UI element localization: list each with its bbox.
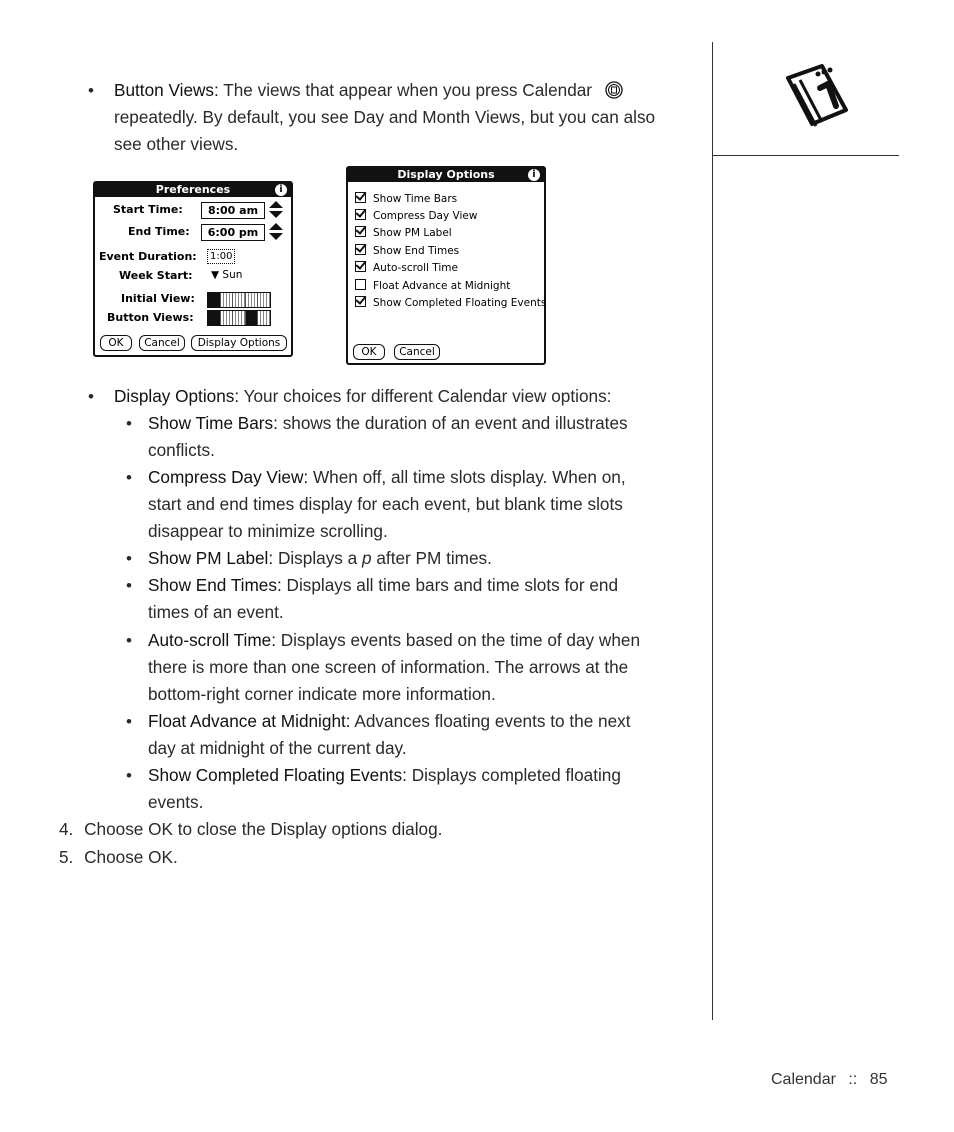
subitem-text: Displays all time bars and time slots for end [286, 575, 619, 595]
option-label: Show Time Bars [373, 193, 458, 205]
subitem-italic: p [362, 548, 372, 568]
subitem-text: Advances floating events to the next [354, 711, 631, 731]
checkbox-checked[interactable] [355, 192, 366, 203]
start-time-label: Start Time: [113, 203, 183, 216]
subitem-term: Show Time Bars: [148, 413, 278, 433]
end-time-field[interactable]: 6:00 pm [201, 224, 265, 241]
bullet-dot: • [126, 766, 132, 785]
option-float-advance[interactable] [355, 279, 510, 293]
subitem-show-pm-label [148, 545, 708, 572]
subitem-term: Show Completed Floating Events: [148, 765, 407, 785]
bullet-dot: • [88, 387, 94, 406]
subitem-text: disappear to minimize scrolling. [148, 521, 388, 541]
button-views-selector[interactable] [207, 310, 271, 326]
preferences-title: Preferences [155, 183, 231, 196]
subitem-text: events. [148, 792, 204, 812]
subitem-term: Auto-scroll Time: [148, 630, 276, 650]
option-label: Float Advance at Midnight [373, 280, 511, 292]
calendar-chapter-icon [782, 58, 852, 128]
calendar-button-icon [605, 81, 623, 99]
subitem-text: shows the duration of an event and illustrates [282, 413, 628, 433]
subitem-term: Show End Times: [148, 575, 282, 595]
subitem-text: there is more than one screen of information. The arrows at the [148, 657, 629, 677]
subitem-text: start and end times display for each event, but blank time slots [148, 494, 623, 514]
page-number: 85 [869, 1071, 888, 1088]
cancel-button[interactable]: Cancel [394, 344, 440, 360]
margin-rule [712, 42, 713, 1020]
option-label: Auto-scroll Time [373, 262, 458, 274]
checkbox-unchecked[interactable] [355, 279, 366, 290]
bullet-dot: • [126, 576, 132, 595]
step-number: 5. [59, 847, 74, 867]
start-time-stepper-icon[interactable] [269, 201, 283, 219]
button-views-term: Button Views: [114, 80, 219, 100]
subitem-show-end-times [148, 572, 708, 626]
checkbox-checked[interactable] [355, 296, 366, 307]
bullet-dot: • [126, 414, 132, 433]
end-time-label: End Time: [128, 225, 190, 238]
info-icon[interactable]: i [528, 169, 540, 181]
subitem-show-time-bars [148, 410, 708, 464]
option-compress-day-view[interactable] [355, 209, 477, 223]
week-start-value: Sun [222, 269, 243, 281]
subitem-text: day at midnight of the current day. [148, 738, 407, 758]
option-show-pm-label[interactable] [355, 226, 452, 240]
preferences-dialog [93, 181, 293, 357]
option-show-end-times[interactable] [355, 244, 459, 258]
initial-view-label: Initial View: [121, 292, 195, 305]
subitem-term: Float Advance at Midnight: [148, 711, 351, 731]
button-views-label: Button Views: [107, 311, 194, 324]
display-options-title-bar [348, 168, 544, 182]
option-auto-scroll-time[interactable] [355, 261, 458, 275]
option-label: Compress Day View [373, 210, 478, 222]
preferences-title-bar [95, 183, 291, 197]
footer-section: Calendar [771, 1071, 836, 1088]
bullet-dot: • [126, 712, 132, 731]
display-options-paragraph [114, 383, 704, 410]
subitem-show-completed-floating [148, 762, 708, 816]
option-label: Show PM Label [373, 227, 452, 239]
checkbox-checked[interactable] [355, 226, 366, 237]
subitem-text: Displays events based on the time of day when [280, 630, 640, 650]
subitem-text: after PM times. [376, 548, 492, 568]
step-5 [59, 844, 178, 871]
bullet-dot: • [88, 81, 94, 100]
subitem-text: conflicts. [148, 440, 215, 460]
subitem-float-advance [148, 708, 708, 762]
ok-button[interactable]: OK [100, 335, 132, 351]
info-icon[interactable]: i [275, 184, 287, 196]
step-number: 4. [59, 819, 74, 839]
start-time-field[interactable]: 8:00 am [201, 202, 265, 219]
step-text: Choose OK to close the Display options dialog. [84, 819, 443, 839]
sidebar-rule [713, 155, 899, 156]
step-4 [59, 816, 442, 843]
button-views-text-1: The views that appear when you press Calendar [223, 80, 593, 100]
option-label: Show Completed Floating Events [373, 297, 547, 309]
event-duration-label: Event Duration: [99, 250, 197, 263]
option-show-completed-floating[interactable] [355, 296, 546, 310]
week-start-selector[interactable] [211, 269, 242, 281]
subitem-text: When off, all time slots display. When on, [312, 467, 626, 487]
subitem-auto-scroll-time [148, 627, 708, 708]
bullet-dot: • [126, 631, 132, 650]
week-start-label: Week Start: [119, 269, 193, 282]
display-options-button[interactable]: Display Options [191, 335, 287, 351]
subitem-term: Show PM Label: [148, 548, 274, 568]
button-views-text-2: repeatedly. By default, you see Day and Month Views, but you can also [114, 107, 656, 127]
display-options-term: Display Options: [114, 386, 240, 406]
subitem-text: Displays a [277, 548, 358, 568]
button-views-text-3: see other views. [114, 134, 239, 154]
display-options-title: Display Options [397, 168, 495, 181]
footer-separator: :: [848, 1071, 858, 1088]
option-show-time-bars[interactable] [355, 192, 457, 206]
option-label: Show End Times [373, 245, 460, 257]
initial-view-selector[interactable] [207, 292, 271, 308]
cancel-button[interactable]: Cancel [139, 335, 185, 351]
checkbox-checked[interactable] [355, 261, 366, 272]
step-text: Choose OK. [84, 847, 178, 867]
button-views-paragraph [114, 77, 704, 158]
subitem-text: Displays completed floating [411, 765, 621, 785]
subitem-compress-day-view [148, 464, 708, 545]
checkbox-checked[interactable] [355, 209, 366, 220]
end-time-stepper-icon[interactable] [269, 223, 283, 241]
bullet-dot: • [126, 549, 132, 568]
footer [771, 1071, 888, 1089]
subitem-text: bottom-right corner indicate more information. [148, 684, 496, 704]
subitem-text: times of an event. [148, 602, 284, 622]
dropdown-triangle-icon: ▼ [211, 269, 220, 281]
display-options-dialog [346, 166, 546, 365]
checkbox-checked[interactable] [355, 244, 366, 255]
event-duration-field[interactable]: 1:00 [207, 249, 235, 264]
subitem-term: Compress Day View: [148, 467, 309, 487]
display-options-text: Your choices for different Calendar view options: [243, 386, 612, 406]
ok-button[interactable]: OK [353, 344, 385, 360]
bullet-dot: • [126, 468, 132, 487]
